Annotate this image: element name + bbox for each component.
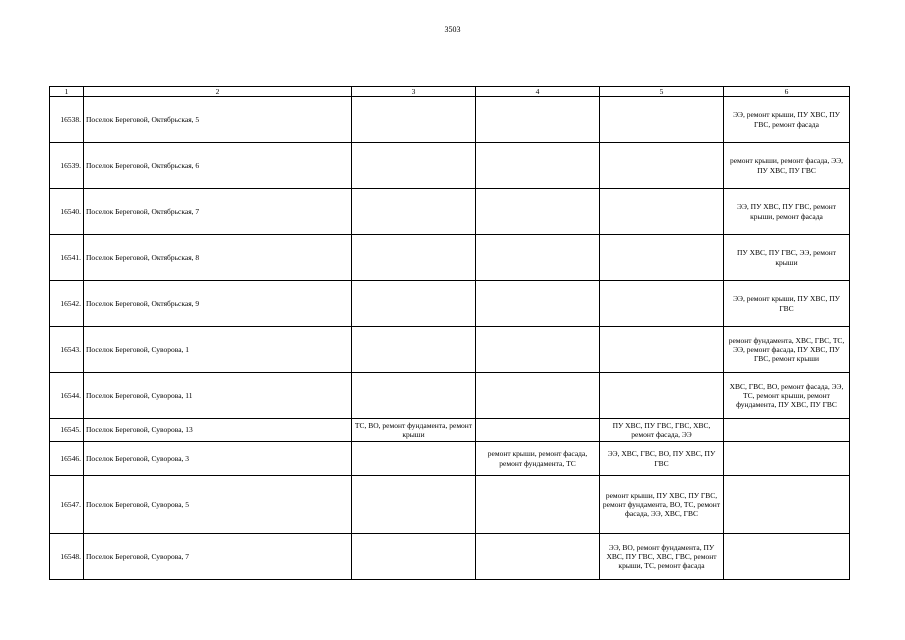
works-cell-4 bbox=[476, 281, 600, 327]
works-cell-3 bbox=[352, 235, 476, 281]
works-cell-6 bbox=[724, 442, 850, 476]
page-number: 3503 bbox=[444, 25, 461, 34]
works-cell-4 bbox=[476, 143, 600, 189]
address-cell: Поселок Береговой, Октябрьская, 7 bbox=[84, 189, 352, 235]
column-header: 3 bbox=[352, 87, 476, 97]
works-cell-6: ремонт крыши, ремонт фасада, ЭЭ, ПУ ХВС, ПУ ГВС bbox=[724, 143, 850, 189]
table-row bbox=[50, 189, 850, 235]
row-number: 16548. bbox=[50, 534, 84, 580]
works-cell-3 bbox=[352, 281, 476, 327]
works-cell-5: ПУ ХВС, ПУ ГВС, ГВС, ХВС, ремонт фасада, ЭЭ bbox=[600, 419, 724, 442]
row-number: 16538. bbox=[50, 97, 84, 143]
table-row bbox=[50, 143, 850, 189]
table-row bbox=[50, 373, 850, 419]
row-number: 16542. bbox=[50, 281, 84, 327]
works-cell-4 bbox=[476, 189, 600, 235]
address-cell: Поселок Береговой, Октябрьская, 9 bbox=[84, 281, 352, 327]
address-cell: Поселок Береговой, Октябрьская, 5 bbox=[84, 97, 352, 143]
works-cell-6 bbox=[724, 534, 850, 580]
works-cell-3 bbox=[352, 327, 476, 373]
works-cell-3 bbox=[352, 373, 476, 419]
works-cell-3 bbox=[352, 189, 476, 235]
works-cell-5 bbox=[600, 373, 724, 419]
works-cell-4 bbox=[476, 534, 600, 580]
works-cell-3 bbox=[352, 476, 476, 534]
row-number: 16545. bbox=[50, 419, 84, 442]
column-header: 1 bbox=[50, 87, 84, 97]
works-cell-5 bbox=[600, 235, 724, 281]
works-cell-5: ЭЭ, ХВС, ГВС, ВО, ПУ ХВС, ПУ ГВС bbox=[600, 442, 724, 476]
address-cell: Поселок Береговой, Суворова, 13 bbox=[84, 419, 352, 442]
works-cell-3 bbox=[352, 442, 476, 476]
address-cell: Поселок Береговой, Суворова, 3 bbox=[84, 442, 352, 476]
row-number: 16544. bbox=[50, 373, 84, 419]
works-cell-6 bbox=[724, 419, 850, 442]
table-row bbox=[50, 534, 850, 580]
table-row bbox=[50, 419, 850, 442]
works-cell-6: ПУ ХВС, ПУ ГВС, ЭЭ, ремонт крыши bbox=[724, 235, 850, 281]
address-cell: Поселок Береговой, Октябрьская, 6 bbox=[84, 143, 352, 189]
table-row bbox=[50, 235, 850, 281]
works-cell-4 bbox=[476, 97, 600, 143]
table-row bbox=[50, 327, 850, 373]
row-number: 16546. bbox=[50, 442, 84, 476]
column-header: 4 bbox=[476, 87, 600, 97]
works-cell-5 bbox=[600, 97, 724, 143]
works-cell-6 bbox=[724, 476, 850, 534]
row-number: 16547. bbox=[50, 476, 84, 534]
works-cell-6: ЭЭ, ремонт крыши, ПУ ХВС, ПУ ГВС bbox=[724, 281, 850, 327]
address-cell: Поселок Береговой, Суворова, 7 bbox=[84, 534, 352, 580]
works-cell-5 bbox=[600, 327, 724, 373]
works-cell-4 bbox=[476, 373, 600, 419]
works-cell-6: ремонт фундамента, ХВС, ГВС, ТС, ЭЭ, ремонт фасада, ПУ ХВС, ПУ ГВС, ремонт крыши bbox=[724, 327, 850, 373]
table-row bbox=[50, 476, 850, 534]
column-header: 6 bbox=[724, 87, 850, 97]
row-number: 16543. bbox=[50, 327, 84, 373]
works-cell-3: ТС, ВО, ремонт фундамента, ремонт крыши bbox=[352, 419, 476, 442]
works-cell-4 bbox=[476, 476, 600, 534]
register-table bbox=[49, 86, 850, 580]
works-cell-6: ЭЭ, ремонт крыши, ПУ ХВС, ПУ ГВС, ремонт фасада bbox=[724, 97, 850, 143]
works-cell-5 bbox=[600, 281, 724, 327]
works-cell-4 bbox=[476, 419, 600, 442]
works-cell-4 bbox=[476, 327, 600, 373]
table-row bbox=[50, 97, 850, 143]
works-cell-6: ХВС, ГВС, ВО, ремонт фасада, ЭЭ, ТС, ремонт крыши, ремонт фундамента, ПУ ХВС, ПУ ГВС bbox=[724, 373, 850, 419]
works-cell-5: ремонт крыши, ПУ ХВС, ПУ ГВС, ремонт фундамента, ВО, ТС, ремонт фасада, ЭЭ, ХВС, ГВС bbox=[600, 476, 724, 534]
table-row bbox=[50, 281, 850, 327]
works-cell-5 bbox=[600, 143, 724, 189]
column-header: 5 bbox=[600, 87, 724, 97]
works-cell-6: ЭЭ, ПУ ХВС, ПУ ГВС, ремонт крыши, ремонт фасада bbox=[724, 189, 850, 235]
works-cell-3 bbox=[352, 97, 476, 143]
column-header: 2 bbox=[84, 87, 352, 97]
address-cell: Поселок Береговой, Суворова, 5 bbox=[84, 476, 352, 534]
address-cell: Поселок Береговой, Суворова, 11 bbox=[84, 373, 352, 419]
row-number: 16540. bbox=[50, 189, 84, 235]
works-cell-5: ЭЭ, ВО, ремонт фундамента, ПУ ХВС, ПУ ГВС, ХВС, ГВС, ремонт крыши, ТС, ремонт фасада bbox=[600, 534, 724, 580]
works-cell-3 bbox=[352, 143, 476, 189]
row-number: 16539. bbox=[50, 143, 84, 189]
row-number: 16541. bbox=[50, 235, 84, 281]
works-cell-4: ремонт крыши, ремонт фасада, ремонт фундамента, ТС bbox=[476, 442, 600, 476]
works-cell-4 bbox=[476, 235, 600, 281]
address-cell: Поселок Береговой, Октябрьская, 8 bbox=[84, 235, 352, 281]
address-cell: Поселок Береговой, Суворова, 1 bbox=[84, 327, 352, 373]
works-cell-3 bbox=[352, 534, 476, 580]
table-row bbox=[50, 442, 850, 476]
works-cell-5 bbox=[600, 189, 724, 235]
table-header-row bbox=[50, 87, 850, 97]
